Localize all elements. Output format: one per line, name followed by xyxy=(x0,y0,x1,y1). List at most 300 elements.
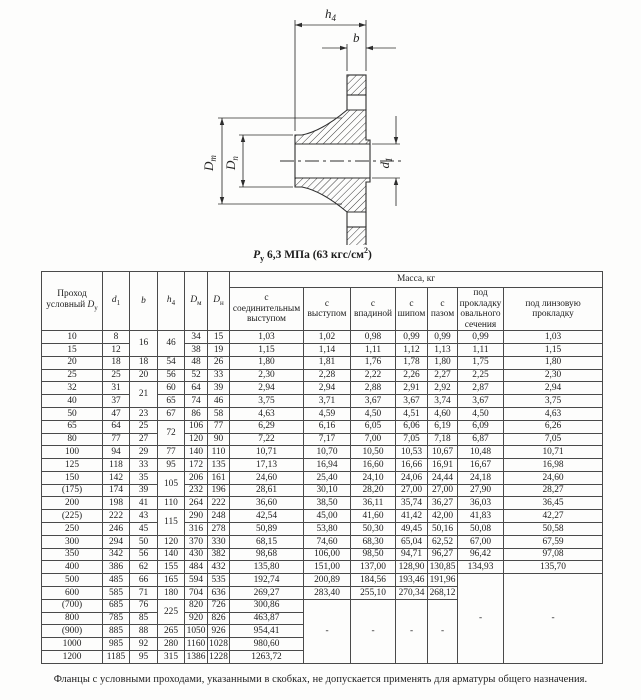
table-cell: 7,05 xyxy=(396,433,428,446)
table-cell: 15 xyxy=(208,331,230,344)
table-cell: 3,75 xyxy=(230,395,304,408)
table-cell: 3,67 xyxy=(458,395,504,408)
table-cell: 96,27 xyxy=(428,548,458,561)
table-cell: 172 xyxy=(185,459,208,472)
table-cell: 30,10 xyxy=(304,484,351,497)
table-cell: 2,30 xyxy=(230,369,304,382)
table-cell: 1,11 xyxy=(458,343,504,356)
table-cell: 2,27 xyxy=(428,369,458,382)
table-cell: 370 xyxy=(185,535,208,548)
table-cell: 128,90 xyxy=(396,561,428,574)
table-cell: 161 xyxy=(208,471,230,484)
table-cell: 25,40 xyxy=(304,471,351,484)
col-header-mass-recess: с впадиной xyxy=(351,288,396,331)
table-cell: 10,53 xyxy=(396,446,428,459)
table-cell: 636 xyxy=(208,587,230,600)
table-cell: 270,34 xyxy=(396,587,428,600)
table-cell: 16,98 xyxy=(504,459,603,472)
table-row xyxy=(42,369,603,382)
col-header-b: b xyxy=(130,272,158,331)
table-cell: 42,00 xyxy=(428,510,458,523)
table-cell: 222 xyxy=(103,510,130,523)
table-cell: 2,88 xyxy=(351,382,396,395)
table-cell: 2,87 xyxy=(458,382,504,395)
table-cell: 56 xyxy=(130,548,158,561)
table-cell: 1050 xyxy=(185,625,208,638)
table-cell: 42,54 xyxy=(230,510,304,523)
table-cell: 47 xyxy=(103,407,130,420)
table-cell: 16 xyxy=(130,331,158,357)
table-cell: 72 xyxy=(158,420,185,446)
table-cell: 32 xyxy=(42,382,103,395)
col-header-d1: $d_1$ xyxy=(103,272,130,331)
table-cell: 3,71 xyxy=(304,395,351,408)
table-cell: 1,11 xyxy=(351,343,396,356)
table-cell: 52 xyxy=(185,369,208,382)
table-cell: 16,60 xyxy=(351,459,396,472)
table-cell: 330 xyxy=(208,535,230,548)
table-cell: 3,74 xyxy=(428,395,458,408)
table-cell: 24,06 xyxy=(396,471,428,484)
table-cell: 2,92 xyxy=(428,382,458,395)
table-cell: 62 xyxy=(130,561,158,574)
table-cell: 3,67 xyxy=(351,395,396,408)
table-cell: 97,08 xyxy=(504,548,603,561)
table-cell: 1,02 xyxy=(304,331,351,344)
table-cell: 20 xyxy=(130,369,158,382)
table-cell: 50,16 xyxy=(428,523,458,536)
table-cell: 41,83 xyxy=(458,510,504,523)
table-cell: 1160 xyxy=(185,638,208,651)
table-cell: 105 xyxy=(158,471,185,497)
table-cell: 430 xyxy=(185,548,208,561)
table-cell: 74,60 xyxy=(304,535,351,548)
table-cell: 18 xyxy=(130,356,158,369)
table-cell: 1263,72 xyxy=(230,651,304,664)
table-cell: 174 xyxy=(103,484,130,497)
table-cell: 50,89 xyxy=(230,523,304,536)
table-row xyxy=(42,356,603,369)
table-row xyxy=(42,471,603,484)
table-cell: 110 xyxy=(158,497,185,510)
table-row xyxy=(42,459,603,472)
table-cell: 222 xyxy=(208,497,230,510)
table-cell: 42,27 xyxy=(504,510,603,523)
table-cell: 98,50 xyxy=(351,548,396,561)
table-cell: 826 xyxy=(208,612,230,625)
table-cell: 95 xyxy=(130,651,158,664)
table-cell: 1,80 xyxy=(504,356,603,369)
table-cell: 130,85 xyxy=(428,561,458,574)
table-cell: 4,60 xyxy=(428,407,458,420)
col-header-dn: $D_н$ xyxy=(208,272,230,331)
table-cell: 125 xyxy=(42,459,103,472)
table-cell: 500 xyxy=(42,574,103,587)
col-header-dm: $D_м$ xyxy=(185,272,208,331)
table-cell: (900) xyxy=(42,625,103,638)
table-cell: 10 xyxy=(42,331,103,344)
table-cell: 10,48 xyxy=(458,446,504,459)
col-header-mass-connecting: с соединительным выступом xyxy=(230,288,304,331)
table-cell: 269,27 xyxy=(230,587,304,600)
table-cell: 2,30 xyxy=(504,369,603,382)
table-row xyxy=(42,331,603,344)
table-cell: 15 xyxy=(42,343,103,356)
dim-label-h4: $h_4$ xyxy=(325,6,336,23)
table-cell: 2,25 xyxy=(458,369,504,382)
table-cell: 25 xyxy=(103,369,130,382)
dim-label-d1: $d_1$ xyxy=(377,157,394,169)
table-cell: 65 xyxy=(42,420,103,433)
table-cell: 17,13 xyxy=(230,459,304,472)
table-cell: 1028 xyxy=(209,638,228,649)
table-cell: 3,75 xyxy=(504,395,603,408)
table-cell: 4,50 xyxy=(351,407,396,420)
table-cell: - xyxy=(428,599,458,663)
table-row xyxy=(42,535,603,548)
flange-table xyxy=(41,271,603,664)
table-cell: 96,42 xyxy=(458,548,504,561)
table-cell: 41,60 xyxy=(351,510,396,523)
table-cell: 10,71 xyxy=(504,446,603,459)
table-cell: 50 xyxy=(130,535,158,548)
table-cell: 68,15 xyxy=(230,535,304,548)
table-cell: 6,09 xyxy=(458,420,504,433)
table-cell: 36,45 xyxy=(504,497,603,510)
table-cell: 885 xyxy=(103,625,130,638)
table-cell: 300,86 xyxy=(230,599,304,612)
table-cell: 86 xyxy=(185,407,208,420)
table-cell: 27,00 xyxy=(396,484,428,497)
table-cell: 21 xyxy=(130,382,158,408)
table-cell: 315 xyxy=(158,651,185,664)
table-cell: 33 xyxy=(130,459,158,472)
table-cell: 2,91 xyxy=(396,382,428,395)
table-cell: 45 xyxy=(130,523,158,536)
table-cell: 1,13 xyxy=(428,343,458,356)
dim-label-b: b xyxy=(353,30,360,45)
table-cell: 800 xyxy=(42,612,103,625)
table-cell: 36,11 xyxy=(351,497,396,510)
table-cell: 191,96 xyxy=(428,574,458,587)
table-cell: 24,18 xyxy=(458,471,504,484)
table-cell: 2,22 xyxy=(351,369,396,382)
table-cell: 954,41 xyxy=(230,625,304,638)
table-cell: 7,18 xyxy=(428,433,458,446)
table-cell: 35 xyxy=(130,471,158,484)
table-cell: 67 xyxy=(158,407,185,420)
table-cell: 4,63 xyxy=(504,407,603,420)
table-cell: 1,76 xyxy=(351,356,396,369)
table-cell: 386 xyxy=(103,561,130,574)
table-cell: 80 xyxy=(42,433,103,446)
table-cell: 100 xyxy=(42,446,103,459)
col-header-mass-lens-gasket: под линзовую прокладку xyxy=(504,288,603,331)
table-row xyxy=(42,548,603,561)
table-cell: 16,91 xyxy=(428,459,458,472)
table-cell: 35,74 xyxy=(396,497,428,510)
table-cell: 382 xyxy=(208,548,230,561)
table-cell: 7,00 xyxy=(351,433,396,446)
table-cell: 54 xyxy=(158,356,185,369)
col-header-mass-protrusion: с выступом xyxy=(304,288,351,331)
table-cell: 2,26 xyxy=(396,369,428,382)
table-cell: 200 xyxy=(42,497,103,510)
table-cell: 250 xyxy=(42,523,103,536)
table-cell: (700) xyxy=(42,599,103,612)
table-cell: 1,78 xyxy=(396,356,428,369)
table-cell: 94 xyxy=(103,446,130,459)
table-cell: 1,80 xyxy=(230,356,304,369)
table-cell: 65 xyxy=(158,395,185,408)
table-cell: 1228 xyxy=(209,651,228,662)
table-cell: 38 xyxy=(185,343,208,356)
table-cell: 268,12 xyxy=(428,587,458,600)
table-cell: 6,29 xyxy=(230,420,304,433)
table-cell: 24,60 xyxy=(504,471,603,484)
table-cell: 2,94 xyxy=(504,382,603,395)
table-cell: 115 xyxy=(158,510,185,536)
table-cell: 4,50 xyxy=(458,407,504,420)
col-header-h4: $h_4$ xyxy=(158,272,185,331)
table-cell: - xyxy=(351,599,396,663)
table-cell: 45,00 xyxy=(304,510,351,523)
mass-header: Масса, кг xyxy=(230,272,603,288)
table-cell: 16,67 xyxy=(458,459,504,472)
table-cell: 155 xyxy=(158,561,185,574)
table-cell: - xyxy=(458,574,504,664)
table-cell: 40 xyxy=(42,395,103,408)
table-cell: 255,10 xyxy=(351,587,396,600)
table-cell: 28,61 xyxy=(230,484,304,497)
header-row-top xyxy=(42,272,603,288)
table-cell: - xyxy=(396,599,428,663)
table-cell: 0,99 xyxy=(396,331,428,344)
col-header-mass-groove: с пазом xyxy=(428,288,458,331)
table-row xyxy=(42,420,603,433)
table-cell: 4,59 xyxy=(304,407,351,420)
table-cell: 400 xyxy=(42,561,103,574)
table-cell: 41,42 xyxy=(396,510,428,523)
table-cell: 24,60 xyxy=(230,471,304,484)
table-cell: 24,10 xyxy=(351,471,396,484)
table-cell: 2,28 xyxy=(304,369,351,382)
table-cell: 36,27 xyxy=(428,497,458,510)
table-cell: 77 xyxy=(103,433,130,446)
table-cell: 1,12 xyxy=(396,343,428,356)
table-cell: 62,52 xyxy=(428,535,458,548)
table-cell: 120 xyxy=(158,535,185,548)
table-cell: 184,56 xyxy=(351,574,396,587)
table-cell: 74 xyxy=(185,395,208,408)
table-cell: 704 xyxy=(185,587,208,600)
table-cell: 316 xyxy=(185,523,208,536)
table-cell: 1,15 xyxy=(504,343,603,356)
table-cell: 248 xyxy=(208,510,230,523)
footnote: Фланцы с условными проходами, указанными в скобках, не допускается применять для арматуры общего назначения. xyxy=(53,674,588,685)
table-cell: 98,68 xyxy=(230,548,304,561)
table-row xyxy=(42,382,603,395)
table-cell: 67,00 xyxy=(458,535,504,548)
table-cell: 140 xyxy=(158,548,185,561)
table-cell: 232 xyxy=(185,484,208,497)
table-cell: 50,08 xyxy=(458,523,504,536)
table-cell: 6,26 xyxy=(504,420,603,433)
table-cell: 135,80 xyxy=(230,561,304,574)
table-cell: 206 xyxy=(185,471,208,484)
table-cell: 294 xyxy=(103,535,130,548)
table-cell: 2,94 xyxy=(304,382,351,395)
table-cell: 193,46 xyxy=(396,574,428,587)
table-cell: 350 xyxy=(42,548,103,561)
table-cell: 1386 xyxy=(185,651,208,664)
table-cell: 264 xyxy=(185,497,208,510)
table-cell: 137,00 xyxy=(351,561,396,574)
table-cell: 280 xyxy=(158,638,185,651)
table-cell: 64 xyxy=(185,382,208,395)
table-cell: 10,71 xyxy=(230,446,304,459)
table-cell: 31 xyxy=(103,382,130,395)
table-cell: 19 xyxy=(208,343,230,356)
dim-label-Dm: $D_m$ xyxy=(201,155,218,171)
table-row xyxy=(42,523,603,536)
table-cell: 110 xyxy=(208,446,230,459)
col-header-mass-tenon: с шипом xyxy=(396,288,428,331)
table-cell: 77 xyxy=(208,420,230,433)
table-cell: (175) xyxy=(42,484,103,497)
table-cell: 85 xyxy=(130,612,158,625)
table-cell: 196 xyxy=(208,484,230,497)
table-row xyxy=(42,510,603,523)
table-cell: 1,15 xyxy=(230,343,304,356)
table-cell: 3,67 xyxy=(396,395,428,408)
table-cell: - xyxy=(504,574,603,664)
table-cell: 18 xyxy=(103,356,130,369)
table-cell: 1,03 xyxy=(230,331,304,344)
dimension-arrows xyxy=(220,23,398,204)
table-cell: 39 xyxy=(208,382,230,395)
table-cell: 1,75 xyxy=(458,356,504,369)
table-cell: 10,50 xyxy=(351,446,396,459)
table-cell: (225) xyxy=(42,510,103,523)
table-row xyxy=(42,561,603,574)
table-cell: 1000 xyxy=(42,638,103,651)
col-header-dy: Проход условный $D_у$ xyxy=(42,272,103,331)
table-cell: 39 xyxy=(130,484,158,497)
table-body xyxy=(42,331,603,664)
table-cell: 432 xyxy=(208,561,230,574)
table-cell: 49,45 xyxy=(396,523,428,536)
table-cell: 134,93 xyxy=(458,561,504,574)
table-row xyxy=(42,343,603,356)
table-cell: 27,90 xyxy=(458,484,504,497)
table-cell: 27 xyxy=(130,433,158,446)
table-cell: 1,80 xyxy=(428,356,458,369)
table-cell: 463,87 xyxy=(230,612,304,625)
table-cell: 920 xyxy=(185,612,208,625)
table-cell: 192,74 xyxy=(230,574,304,587)
table-cell: 118 xyxy=(103,459,130,472)
table-cell: 38,50 xyxy=(304,497,351,510)
pressure-caption: $P_у$ 6,3 МПа (63 кгс/$см^2$) xyxy=(253,246,372,264)
table-cell: 0,99 xyxy=(458,331,504,344)
table-cell: 60 xyxy=(158,382,185,395)
table-cell: 33 xyxy=(208,369,230,382)
table-cell: 27,00 xyxy=(428,484,458,497)
table-cell: 10,67 xyxy=(428,446,458,459)
table-cell: 66 xyxy=(130,574,158,587)
table-cell: 76 xyxy=(130,599,158,612)
table-cell: 10,70 xyxy=(304,446,351,459)
table-cell: 246 xyxy=(103,523,130,536)
table-cell: 1,81 xyxy=(304,356,351,369)
table-cell: 53,80 xyxy=(304,523,351,536)
table-cell: 0,99 xyxy=(428,331,458,344)
table-cell: 785 xyxy=(103,612,130,625)
table-cell: 34 xyxy=(185,331,208,344)
table-cell: 4,63 xyxy=(230,407,304,420)
table-cell: 7,05 xyxy=(504,433,603,446)
dim-label-Dn: $D_n$ xyxy=(223,156,240,170)
table-cell: 485 xyxy=(103,574,130,587)
table-cell: 65,04 xyxy=(396,535,428,548)
table-cell: 120 xyxy=(185,433,208,446)
table-cell: 278 xyxy=(208,523,230,536)
table-cell: 46 xyxy=(208,395,230,408)
table-cell: 46 xyxy=(158,331,185,357)
table-cell: 25 xyxy=(130,420,158,433)
table-cell: 1200 xyxy=(42,651,103,664)
table-cell: 165 xyxy=(158,574,185,587)
table-cell: 92 xyxy=(130,638,158,651)
table-cell: 67,59 xyxy=(504,535,603,548)
table-cell: 225 xyxy=(158,599,185,625)
table-cell: 1,03 xyxy=(504,331,603,344)
table-cell: 12 xyxy=(103,343,130,356)
table-cell: 28,27 xyxy=(504,484,603,497)
table-cell: 77 xyxy=(158,446,185,459)
table-cell: 342 xyxy=(103,548,130,561)
flange-drawing xyxy=(0,0,641,245)
table-cell: 58 xyxy=(208,407,230,420)
table-cell: 6,05 xyxy=(351,420,396,433)
table-cell: 290 xyxy=(185,510,208,523)
table-cell: 7,22 xyxy=(230,433,304,446)
table-cell: 926 xyxy=(208,625,230,638)
col-header-mass-oval-gasket: под прокладку овального сечения xyxy=(458,288,504,331)
table-row xyxy=(42,395,603,408)
table-cell: 198 xyxy=(103,497,130,510)
table-cell: 594 xyxy=(185,574,208,587)
table-cell: 25 xyxy=(42,369,103,382)
table-cell: 106,00 xyxy=(304,548,351,561)
table-cell: 535 xyxy=(208,574,230,587)
table-cell: 484 xyxy=(185,561,208,574)
table-cell: 68,30 xyxy=(351,535,396,548)
table-cell: 16,94 xyxy=(304,459,351,472)
table-cell: 36,60 xyxy=(230,497,304,510)
table-cell: 71 xyxy=(130,587,158,600)
table-cell: 6,06 xyxy=(396,420,428,433)
table-cell: 48 xyxy=(185,356,208,369)
table-cell: 140 xyxy=(185,446,208,459)
table-row xyxy=(42,407,603,420)
table-cell: 28,20 xyxy=(351,484,396,497)
table-cell: 16,66 xyxy=(396,459,428,472)
table-cell: 95 xyxy=(158,459,185,472)
table-cell: 135 xyxy=(208,459,230,472)
table-cell: 985 xyxy=(103,638,130,651)
